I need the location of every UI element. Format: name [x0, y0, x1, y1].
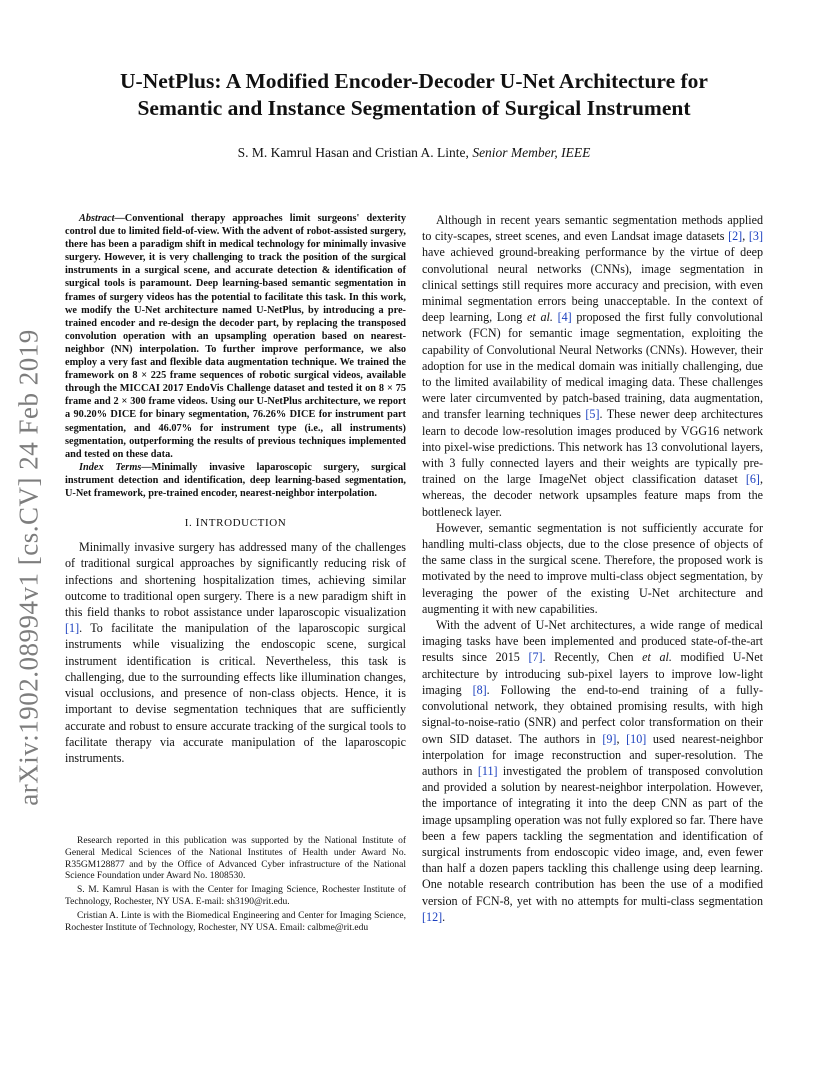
intro-text-a: Minimally invasive surgery has addressed many of the challenges of traditional surgical approaches by significantly reducing risk of infections and shortening hospitalization times, achieving similar outcome to traditional open surgery. There is a new paradigm shift in this field thanks to robot assistance under laparoscopic visualization	[65, 540, 406, 620]
p1-etal: et al.	[527, 310, 553, 325]
arxiv-identifier: arXiv:1902.08994v1 [cs.CV] 24 Feb 2019	[13, 328, 44, 806]
p3-text-d: . Following the end-to-end training of a fully-convolutional network, they obtained promising results, with high signal-to-noise-ratio (SNR) and perfect color transformation on their own SID dataset. The authors in	[422, 682, 763, 746]
section-number: I.	[184, 517, 196, 530]
p1-sep: ,	[742, 229, 749, 244]
abstract-lead: Abstract	[79, 213, 115, 224]
p3-text-g: investigated the problem of transposed convolution and provided a solution by nearest-neighbor interpolation. However, the importance of integrating it into the deep CNN as part of the image upsampling operation was not fully explored so far. There have been a few papers tackling the segmentation and identification of surgical instruments from endoscopic video image, and, even fewer than half a dozen papers tackling this challenge using deep learning. One notable research contribution has been the use of a modified version of FCN-8, yet with no attempts for multi-class segmentation	[422, 763, 763, 908]
p1-text-f: , whereas, the decoder network upsamples feature maps from the bottleneck layer.	[422, 472, 763, 519]
section-title: NTRODUCTION	[200, 517, 287, 530]
citation-8[interactable]: [8]	[472, 682, 487, 697]
p3-text-a: With the advent of U-Net architectures, a wide range of medical imaging tasks have been implemented and produced state-of-the-art results since 2015	[422, 618, 763, 665]
section-cap: I	[195, 515, 201, 530]
footnotes	[65, 836, 406, 936]
title-line-2: Semantic and Instance Segmentation of Surgical Instrument	[137, 96, 691, 120]
p1-text-d: proposed the first fully convolutional network (FCN) for semantic image segmentation, exploiting the capability of Convolutional Neural Networks (CNNs). However, their adoption for use in the medical domain was initially challenging, due to the limited availability of medical imaging data. These challenges were later circumvented by patch-based training, data augmentation, and transfer learning techniques	[422, 310, 764, 422]
paper-title	[60, 68, 768, 122]
body-paragraph-1	[422, 212, 763, 520]
citation-4[interactable]: [4]	[557, 310, 572, 325]
footnote-author-2: Cristian A. Linte is with the Biomedical Engineering and Center for Imaging Science, Rochester Institute of Technology, Rochester, NY USA. Email: calbme@rit.edu	[65, 910, 406, 933]
title-line-1: U-NetPlus: A Modified Encoder-Decoder U-Net Architecture for	[120, 69, 708, 93]
footnote-funding: Research reported in this publication was supported by the National Institute of General Medical Sciences of the National Institutes of Health under Award No. R35GM128877 and by the Office of Advanced Cyber infrastructure of the National Science Foundation under Award No. 1808530.	[65, 836, 406, 882]
p3-text-b: . Recently, Chen	[542, 650, 643, 665]
p3-sep: ,	[616, 731, 627, 746]
citation-2[interactable]: [2]	[728, 229, 743, 244]
citation-12[interactable]: [12]	[422, 909, 443, 924]
p1-text-b: have achieved ground-breaking performance by the virtue of deep convolutional neural networks (CNNs), image segmentation in clinical settings still requires more accuracy and precision, with even minimal segmentation errors being unacceptable. In the context of deep learning, Long	[422, 245, 763, 325]
citation-11[interactable]: [11]	[477, 763, 498, 778]
p3-end: .	[442, 909, 446, 924]
citation-9[interactable]: [9]	[602, 731, 617, 746]
citation-7[interactable]: [7]	[528, 650, 543, 665]
p3-text-f: used nearest-neighbor interpolation for image reconstruction and super-resolution. The authors in	[422, 731, 764, 778]
p1-text-e: . These newer deep architectures learn to decode low-resolution images produced by VGG16 network into pixel-wise predictions. This network has 13 convolutional layers, with 3 fully connected layers and their weights are typically pre-trained on the large ImageNet object classification dataset	[422, 407, 764, 487]
citation-6[interactable]: [6]	[745, 472, 760, 487]
body-paragraph-3	[422, 617, 763, 925]
right-column	[422, 212, 763, 925]
author-names: S. M. Kamrul Hasan and Cristian A. Linte,	[237, 145, 473, 160]
p3-etal: et al.	[642, 650, 672, 665]
body-paragraph-2: However, semantic segmentation is not sufficiently accurate for handling multi-class objects, due to the close presence of objects of the same class in the surgical scene. Therefore, the proposed work is motivated by the need to improve multi-class object segmentation, by leveraging the power of the existing U-Net architecture and augmenting it with new capabilities.	[422, 520, 763, 616]
citation-5[interactable]: [5]	[585, 407, 600, 422]
abstract	[65, 212, 406, 461]
citation-10[interactable]: [10]	[626, 731, 647, 746]
index-terms-text: —Minimally invasive laparoscopic surgery, surgical instrument detection and identification, deep learning-based segmentation, U-Net framework, pre-trained encoder, nearest-neighbor interpolation.	[65, 461, 406, 499]
left-column	[65, 212, 406, 766]
footnote-author-1: S. M. Kamrul Hasan is with the Center for Imaging Science, Rochester Institute of Technology, Rochester, NY USA. E-mail: sh3190@rit.edu.	[65, 885, 406, 907]
abstract-text: —Conventional therapy approaches limit surgeons' dexterity control due to limited field-of-view. With the advent of robot-assisted surgery, there has been a paradigm shift in medical technology for minimally invasive surgery. However, it is very challenging to track the position of the surgical instruments in a surgical scene, and accurate detection & identification of surgical tools is paramount. Deep learning-based semantic segmentation in frames of surgery videos has the potential to facilitate this task. In this work, we modify the U-Net architecture named U-NetPlus, by introducing a pre-trained encoder and re-design the decoder part, by replacing the transposed convolution operation with an upsampling operation based on nearest-neighbor (NN) interpolation. To further improve performance, we also employ a very fast and flexible data augmentation technique. We trained the framework on 8 × 225 frame sequences of robotic surgical videos, available through the MICCAI 2017 EndoVis Challenge dataset and tested it on 8 × 75 frame and 2 × 300 frame videos. Using our U-NetPlus architecture, we report a 90.20% DICE for binary segmentation, 76.26% DICE for instrument part segmentation, and 46.07% for instrument type (i.e., all instruments) segmentation, outperforming the results of previous techniques implemented and tested on these data.	[65, 213, 406, 460]
author-line	[60, 145, 768, 161]
arxiv-stamp	[6, 0, 52, 1072]
author-role: Senior Member, IEEE	[472, 145, 591, 160]
section-heading-introduction	[65, 514, 406, 531]
intro-paragraph-1	[65, 539, 406, 766]
intro-text-b: . To facilitate the manipulation of the laparoscopic surgical instruments while visualizing the endoscopic scene, surgical instrument identification is critical. Nevertheless, this task is challenging, due to the surrounding effects like illumination changes, visual occlusions, and presence of non-class objects. Hence, it is important to devise segmentation techniques that are sufficiently accurate and robust to ensure accurate tracking of the surgical tools to facilitate therapy via accurate manipulation of the laparoscopic instruments.	[65, 621, 406, 765]
citation-1[interactable]: [1]	[65, 621, 80, 636]
index-terms	[65, 461, 406, 500]
index-terms-lead: Index Terms	[79, 461, 142, 473]
p3-text-c: modified U-Net architecture by introducing sub-pixel layers to improve low-light imaging	[422, 650, 764, 697]
citation-3[interactable]: [3]	[748, 229, 763, 244]
p1-text-a: Although in recent years semantic segmentation methods applied to city-scapes, street scenes, and even Landsat image datasets	[422, 213, 763, 244]
